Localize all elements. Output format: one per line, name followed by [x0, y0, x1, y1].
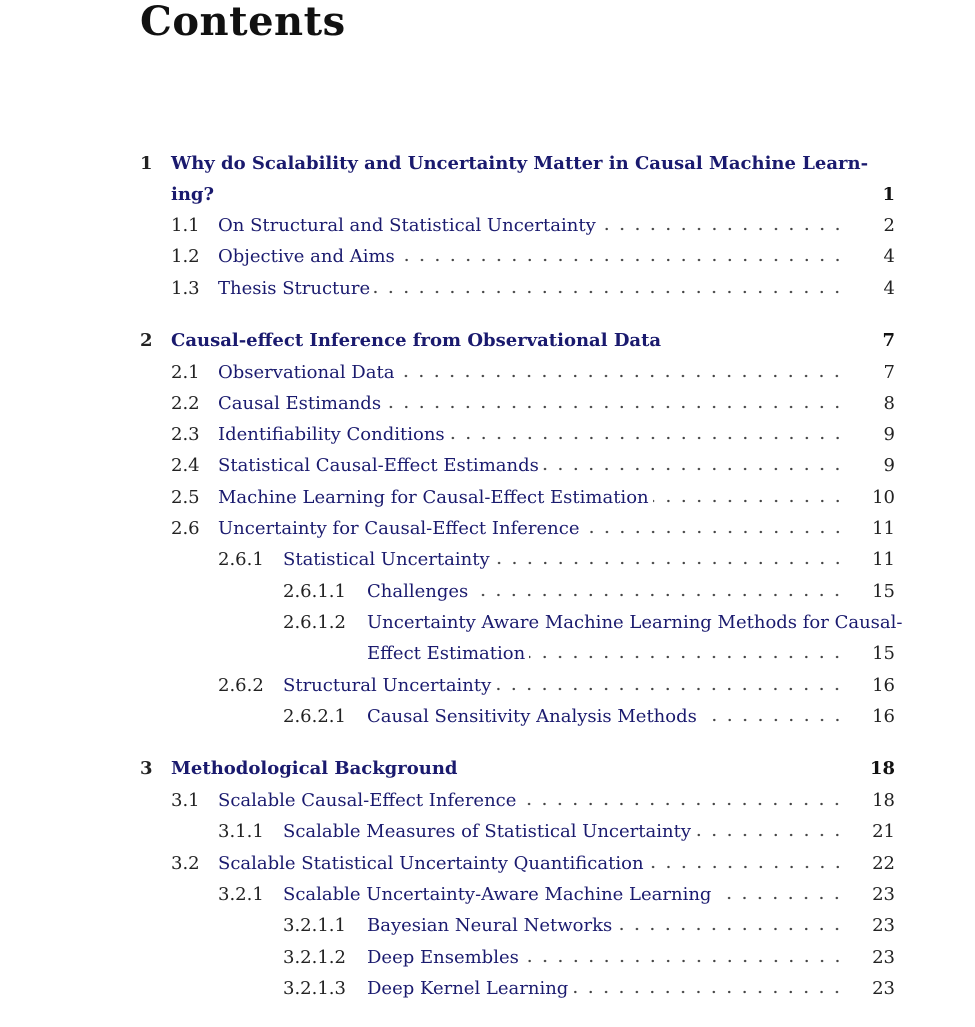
dot-leader	[374, 275, 845, 301]
entry-title-link[interactable]: Structural Uncertainty	[283, 674, 492, 696]
entry-title-link[interactable]: Observational Data	[218, 361, 395, 383]
entry-number: 2	[140, 329, 153, 351]
entry-title-link[interactable]: Objective and Aims	[218, 245, 395, 267]
toc-entry[interactable]	[171, 421, 895, 447]
page-number-link[interactable]: 9	[883, 454, 895, 476]
dot-leader	[494, 546, 845, 572]
dot-leader	[653, 484, 845, 510]
entry-number: 3	[140, 757, 153, 779]
entry-number: 3.1.1	[218, 820, 264, 842]
entry-title-link[interactable]: Scalable Measures of Statistical Uncertainty	[283, 820, 691, 842]
entry-title-link[interactable]: Identifiability Conditions	[218, 423, 445, 445]
entry-title-link[interactable]: Causal-effect Inference from Observational Data	[171, 329, 662, 351]
toc-chapter-entry[interactable]	[140, 755, 895, 781]
page-number-link[interactable]: 15	[872, 580, 895, 602]
page-number-link[interactable]: 1	[882, 183, 895, 205]
toc-entry[interactable]	[283, 912, 895, 938]
entry-number: 2.3	[171, 423, 200, 445]
page-number-link[interactable]: 21	[872, 820, 895, 842]
entry-number: 3.2	[171, 852, 200, 874]
page-number-link[interactable]: 11	[872, 548, 895, 570]
dot-leader	[600, 212, 845, 238]
toc-entry[interactable]	[171, 243, 895, 269]
entry-number: 2.6.1.2	[283, 611, 346, 633]
entry-title-link[interactable]: On Structural and Statistical Uncertainty	[218, 214, 596, 236]
toc-entry[interactable]	[218, 818, 895, 844]
page-number-link[interactable]: 8	[883, 392, 895, 414]
page-number-link[interactable]: 7	[883, 361, 895, 383]
toc-entry[interactable]	[171, 359, 895, 385]
toc-entry[interactable]	[171, 390, 895, 416]
entry-title-link[interactable]: Scalable Causal-Effect Inference	[218, 789, 517, 811]
entry-number: 2.6.1	[218, 548, 264, 570]
page-number-link[interactable]: 2	[883, 214, 895, 236]
entry-title-link[interactable]: Scalable Statistical Uncertainty Quantification	[218, 852, 644, 874]
toc-entry[interactable]	[283, 703, 895, 729]
dot-leader	[616, 912, 845, 938]
entry-title-link[interactable]: Deep Ensembles	[367, 946, 519, 968]
page-number-link[interactable]: 9	[883, 423, 895, 445]
entry-number: 2.1	[171, 361, 200, 383]
toc-entry[interactable]	[283, 975, 895, 1001]
toc-entry[interactable]	[218, 672, 895, 698]
toc-entry[interactable]	[218, 546, 895, 572]
page-number-link[interactable]: 4	[883, 245, 895, 267]
toc-entry[interactable]	[171, 787, 895, 813]
entry-number: 2.6.2.1	[283, 705, 346, 727]
dot-leader	[495, 672, 845, 698]
entry-number: 3.2.1.2	[283, 946, 346, 968]
dot-leader	[648, 850, 845, 876]
toc-entry[interactable]	[171, 212, 895, 238]
entry-number: 2.6.2	[218, 674, 264, 696]
entry-title-link[interactable]: Methodological Background	[171, 757, 458, 779]
toc-entry[interactable]	[367, 640, 895, 666]
dot-leader	[572, 975, 845, 1001]
page-number-link[interactable]: 18	[872, 789, 895, 811]
page-number-link[interactable]: 10	[872, 486, 895, 508]
entry-title-link[interactable]: Causal Estimands	[218, 392, 382, 414]
page-number-link[interactable]: 23	[872, 883, 895, 905]
entry-number: 2.4	[171, 454, 200, 476]
toc-entry[interactable]	[171, 850, 895, 876]
entry-title-link[interactable]: Statistical Uncertainty	[283, 548, 490, 570]
toc-chapter-entry[interactable]	[140, 327, 895, 353]
dot-leader	[701, 703, 845, 729]
entry-title-link[interactable]: Effect Estimation	[367, 642, 526, 664]
entry-title-link[interactable]: Machine Learning for Causal-Effect Estimation	[218, 486, 649, 508]
toc-entry[interactable]	[283, 609, 903, 635]
entry-number: 2.6	[171, 517, 200, 539]
page-number-link[interactable]: 15	[872, 642, 895, 664]
entry-number: 1.2	[171, 245, 200, 267]
entry-title-link[interactable]: Uncertainty Aware Machine Learning Methods for Causal-	[367, 611, 903, 633]
entry-title-link[interactable]: Challenges	[367, 580, 469, 602]
entry-title-link[interactable]: Deep Kernel Learning	[367, 977, 569, 999]
toc-chapter-entry[interactable]	[140, 150, 895, 176]
page-title: Contents	[140, 0, 346, 45]
dot-leader	[399, 243, 845, 269]
toc-entry[interactable]	[171, 515, 895, 541]
entry-number: 2.2	[171, 392, 200, 414]
entry-number: 3.2.1	[218, 883, 264, 905]
page-number-link[interactable]: 16	[872, 705, 895, 727]
dot-leader	[472, 578, 845, 604]
entry-title-link[interactable]: Bayesian Neural Networks	[367, 914, 613, 936]
toc-entry[interactable]	[283, 578, 895, 604]
page-number-link[interactable]: 23	[872, 946, 895, 968]
dot-leader	[523, 944, 845, 970]
page-number-link[interactable]: 11	[872, 517, 895, 539]
entry-title-link[interactable]: Thesis Structure	[218, 277, 371, 299]
dot-leader	[695, 818, 845, 844]
page-number-link[interactable]: 23	[872, 977, 895, 999]
toc-entry[interactable]	[171, 484, 895, 510]
page-number-link[interactable]: 18	[869, 757, 895, 779]
toc-entry[interactable]	[171, 452, 895, 478]
entry-number: 3.1	[171, 789, 200, 811]
dot-leader	[398, 359, 845, 385]
entry-title-link[interactable]: Causal Sensitivity Analysis Methods	[367, 705, 697, 727]
toc-chapter-entry[interactable]	[171, 181, 895, 207]
page-number-link[interactable]: 4	[883, 277, 895, 299]
entry-number: 2.5	[171, 486, 200, 508]
dot-leader	[529, 640, 845, 666]
dot-leader	[715, 881, 845, 907]
page-number-link[interactable]: 22	[872, 852, 895, 874]
dot-leader	[543, 452, 845, 478]
toc-entry[interactable]	[171, 275, 895, 301]
entry-title-link[interactable]: ing?	[171, 183, 215, 205]
entry-number: 1.3	[171, 277, 200, 299]
entry-number: 1	[140, 152, 153, 174]
entry-title-link[interactable]: Uncertainty for Causal-Effect Inference	[218, 517, 580, 539]
dot-leader	[385, 390, 845, 416]
entry-number: 2.6.1.1	[283, 580, 346, 602]
dot-leader	[520, 787, 845, 813]
entry-title-link[interactable]: Why do Scalability and Uncertainty Matter in Causal Machine Learn-	[171, 152, 869, 174]
entry-number: 1.1	[171, 214, 200, 236]
entry-title-link[interactable]: Scalable Uncertainty-Aware Machine Learning	[283, 883, 712, 905]
dot-leader	[449, 421, 845, 447]
dot-leader	[584, 515, 846, 541]
page-number-link[interactable]: 7	[882, 329, 895, 351]
toc-entry[interactable]	[283, 944, 895, 970]
entry-number: 3.2.1.1	[283, 914, 346, 936]
toc-entry[interactable]	[218, 881, 895, 907]
entry-number: 3.2.1.3	[283, 977, 346, 999]
page-number-link[interactable]: 16	[872, 674, 895, 696]
entry-title-link[interactable]: Statistical Causal-Effect Estimands	[218, 454, 539, 476]
page-number-link[interactable]: 23	[872, 914, 895, 936]
